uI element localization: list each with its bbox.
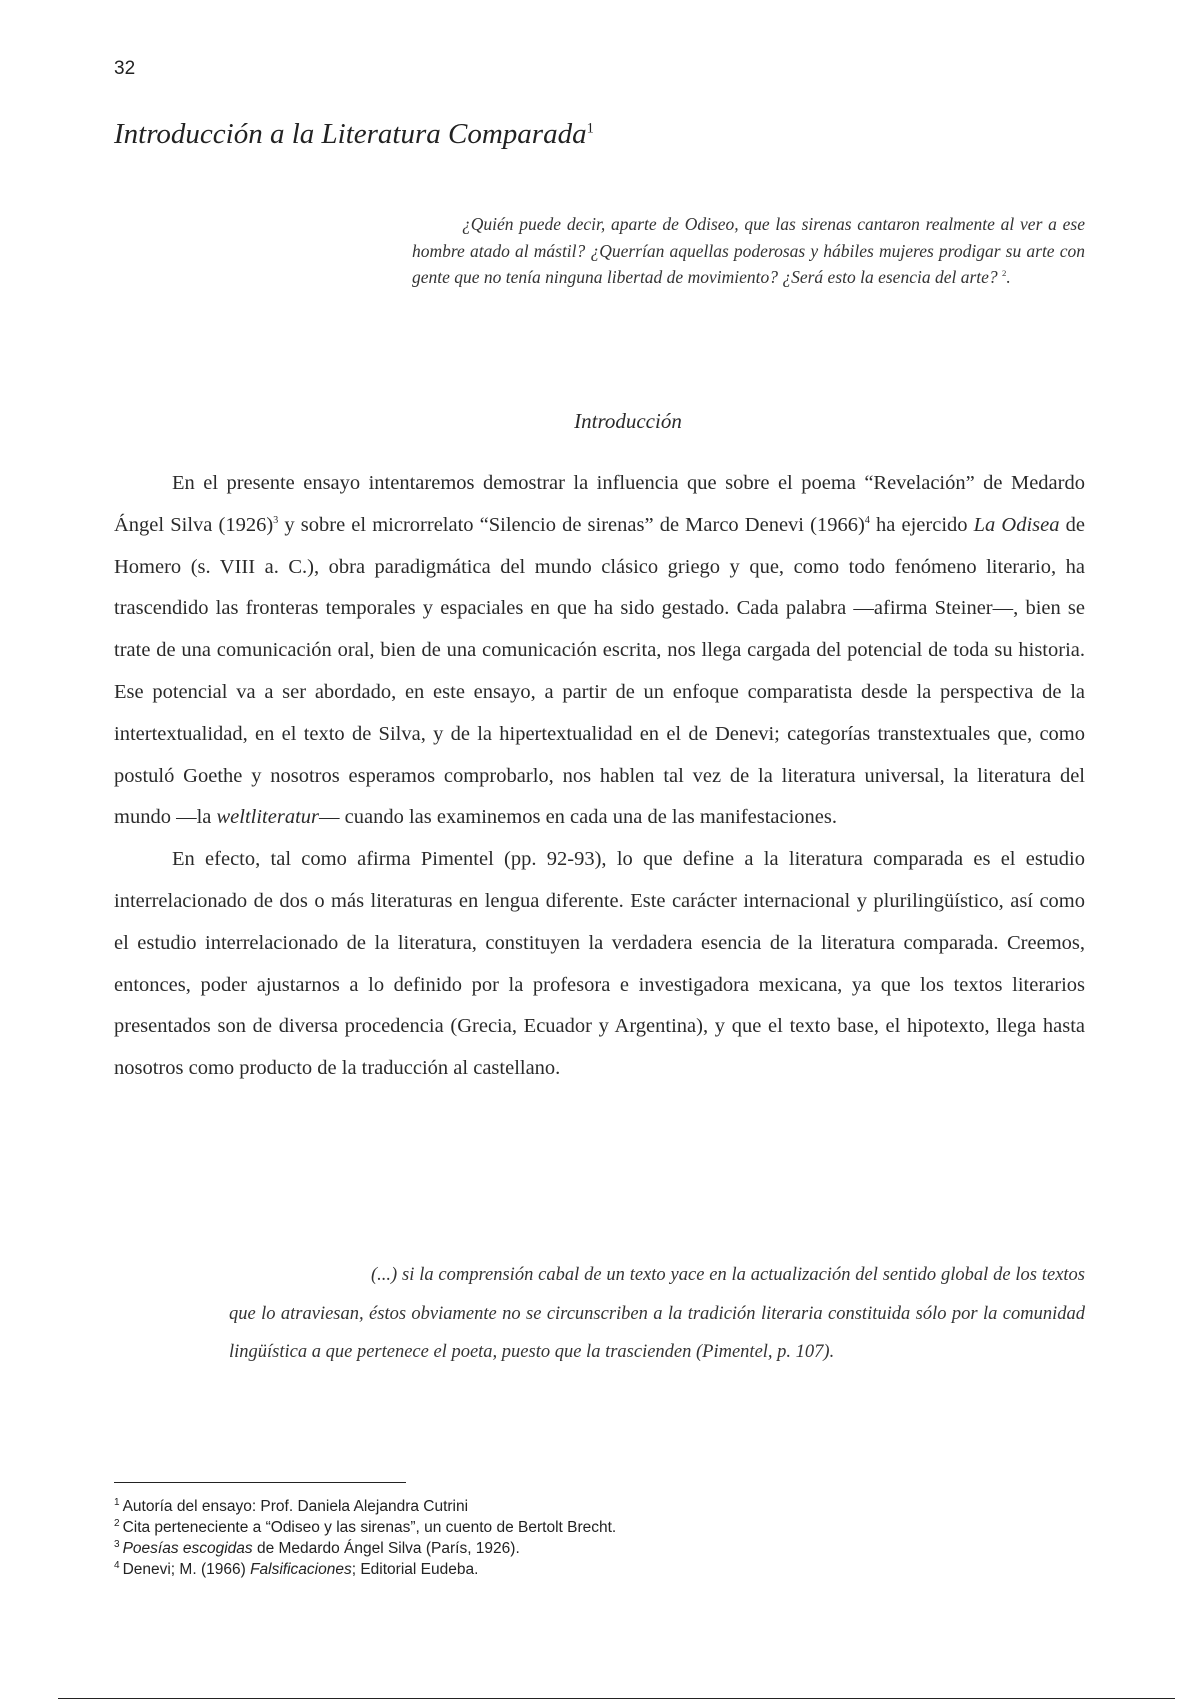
footnote-text: ; Editorial Eudeba. <box>351 1561 479 1578</box>
block-quote-text: (...) si la comprensión cabal de un texto yace en la actualización del sentido global de los textos que lo atraviesan, éstos obviamente no se circunscriben a la tradición literaria constituida sólo por la comunidad lingüística a que pertenece el poeta, puesto que la trascienden (Pimentel, p. 107). <box>229 1265 1085 1362</box>
footnote-4 <box>114 1559 1014 1580</box>
footnote-mark: 4 <box>114 1559 120 1571</box>
work-title-odisea: La Odisea <box>973 513 1060 536</box>
paragraph-1 <box>114 463 1085 839</box>
footnote-text: Cita perteneciente a “Odiseo y las sirenas”, un cuento de Bertolt Brecht. <box>122 1519 617 1536</box>
page-title <box>114 118 594 151</box>
title-text: Introducción a la Literatura Comparada <box>114 118 587 150</box>
block-quote <box>229 1256 1085 1372</box>
page-bottom-rule <box>58 1698 1175 1699</box>
footnote-book-title: Poesías escogidas <box>122 1540 253 1557</box>
footnote-mark: 1 <box>114 1496 120 1508</box>
epigraph-end: . <box>1006 267 1011 287</box>
term-weltliteratur: weltliteratur <box>216 806 319 829</box>
footnotes <box>114 1496 1014 1580</box>
epigraph-text: ¿Quién puede decir, aparte de Odiseo, que las sirenas cantaron realmente al ver a ese hombre atado al mástil? ¿Querrían aquellas poderosas y hábiles mujeres prodigar su arte con gente que no tenía ninguna libertad de movimiento? ¿Será esto la esencia del arte? <box>412 214 1085 287</box>
paragraph-1-part-5: — cuando las examinemos en cada una de las manifestaciones. <box>319 806 838 829</box>
footnote-book-title: Falsificaciones <box>250 1561 352 1578</box>
footnote-mark: 3 <box>114 1538 120 1550</box>
paragraph-1-part-2: y sobre el microrrelato “Silencio de sirenas” de Marco Denevi (1966) <box>278 513 865 536</box>
footnote-divider <box>114 1482 406 1483</box>
paragraph-1-part-1: En el presente ensayo intentaremos demostrar la influencia que sobre el poema “Revelación” de Medardo Ángel Silva (1926) <box>114 472 1085 536</box>
page-number: 32 <box>114 58 136 79</box>
footnote-mark: 2 <box>114 1517 120 1529</box>
title-footnote-ref[interactable]: 1 <box>586 120 594 137</box>
paragraph-2: En efecto, tal como afirma Pimentel (pp. 92-93), lo que define a la literatura comparada es el estudio interrelacionado de dos o más literaturas en lengua diferente. Este carácter internacional y plurilingüístico, así como el estudio interrelacionado de la literatura, constituyen la verdadera esencia de la literatura comparada. Creemos, entonces, poder ajustarnos a lo definido por la profesora e investigadora mexicana, ya que los textos literarios presentados son de diversa procedencia (Grecia, Ecuador y Argentina), y que el texto base, el hipotexto, llega hasta nosotros como producto de la traducción al castellano. <box>114 848 1085 1080</box>
footnote-1 <box>114 1496 1014 1517</box>
paragraph-1-part-4: de Homero (s. VIII a. C.), obra paradigmática del mundo clásico griego y que, como todo fenómeno literario, ha trascendido las fronteras temporales y espaciales en que ha sido gestado. Cada palabra —afirma Steiner—, bien se trate de una comunicación oral, bien de una comunicación escrita, nos llega cargada del potencial de toda su historia. Ese potencial va a ser abordado, en este ensayo, a partir de un enfoque comparatista desde la perspectiva de la intertextualidad, en el texto de Silva, y de la hipertextualidad en el de Denevi; categorías transtextuales que, como postuló Goethe y nosotros esperamos comprobarlo, nos hablen tal vez de la literatura universal, la literatura del mundo —la <box>114 513 1085 829</box>
paragraph-1-part-3: ha ejercido <box>869 513 974 536</box>
section-title: Introducción <box>574 409 682 433</box>
footnote-2 <box>114 1517 1014 1538</box>
body-text <box>114 463 1085 1090</box>
footnote-ref-3[interactable]: 3 <box>273 514 279 526</box>
footnote-3 <box>114 1538 1014 1559</box>
footnote-ref-4[interactable]: 4 <box>864 514 870 526</box>
epigraph-footnote-ref[interactable]: 2 <box>1002 268 1007 279</box>
epigraph <box>412 211 1085 291</box>
footnote-text: de Medardo Ángel Silva (París, 1926). <box>252 1540 520 1557</box>
footnote-text: Autoría del ensayo: Prof. Daniela Alejandra Cutrini <box>122 1498 469 1515</box>
footnote-prefix: Denevi; M. (1966) <box>122 1561 251 1578</box>
